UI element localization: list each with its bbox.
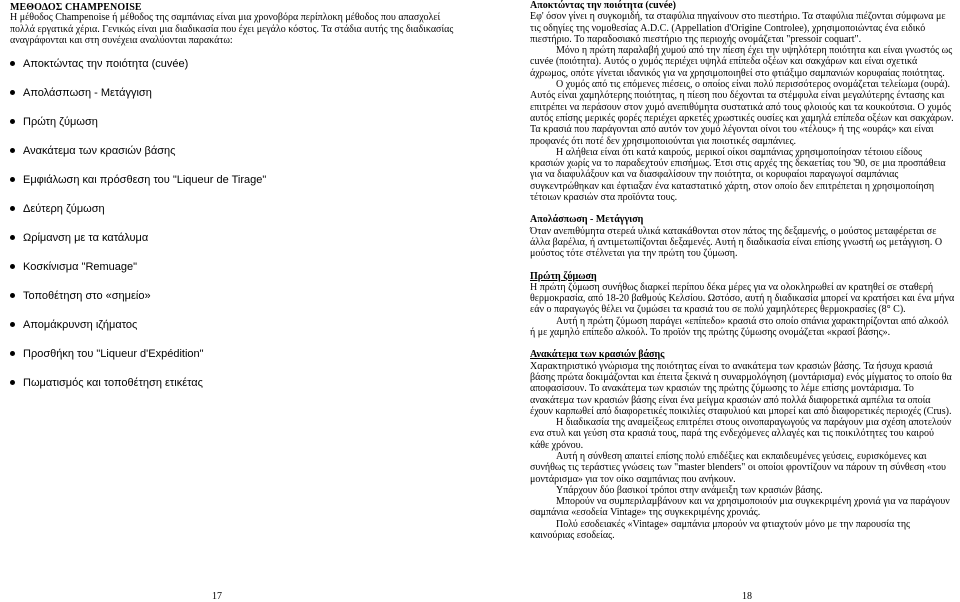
- left-page: [0, 0, 480, 601]
- bullet-icon: [10, 235, 15, 240]
- step-item: [10, 203, 105, 215]
- step-label: Απολάσπωση - Μετάγγιση: [23, 87, 152, 99]
- paragraph: Εφ' όσον γίνει η συγκομιδή, τα σταφύλια πηγαίνουν στο πιεστήριο. Τα σταφύλια πιέζονται σύμφωνα με τις οδηγίες της νομοθεσίας A.D.C. (Appellation d'Origine Controlee), χρησιμοποιώντας ένα ειδικό πιεστήριο. Το παραδοσιακό πιεστήριο της περιοχής ονομάζεται "pressoir coquart".: [530, 11, 946, 45]
- step-label: Δεύτερη ζύμωση: [23, 203, 105, 215]
- paragraph: Μπορούν να συμπεριλαμβάνουν και να χρησιμοποιούν μια συγκεκριμένη χρονιά για να παράγουν σαμπάνια «εσοδεία Vintage» της συγκεκριμένης χρονιάς.: [530, 496, 950, 519]
- paragraph: Υπάρχουν δύο βασικοί τρόποι στην ανάμειξη των κρασιών βάσης.: [556, 484, 823, 496]
- paragraph: Αυτή η πρώτη ζύμωση παράγει «επίπεδο» κρασιά στο οποίο σπάνια χαρακτηρίζονται από αλκοόλ ή με χαμηλό επίπεδο αλκοόλ. Το προϊόν της πρώτης ζύμωσης ονομάζεται «κρασί βάσης».: [530, 315, 949, 339]
- paragraph: Η αλήθεια είναι ότι κατά καιρούς, μερικοί οίκοι σαμπάνιας χρησιμοποίησαν τέτοιου είδους κρασιών χωρίς να το παραδεχτούν επισήμως. Έτσι στις αρχές της δεκαετίας του '90, σε μια προσπάθεια για να διαφυλάξουν και να διασφαλίσουν την ποιότητα, οι κορυφαίοι παραγωγοί σαμπάνιας συγκεντρώθηκαν και έφτιαξαν ένα καταστατικό χάρτη, στον οποίο δεν επιτρέπεται η χρησιμοποίηση τέτοιων κρασιών στα προϊόντα τους.: [530, 146, 946, 204]
- bullet-icon: [10, 293, 15, 298]
- paragraph: Μόνο η πρώτη παραλαβή χυμού από την πίεση έχει την υψηλότερη ποιότητα και είναι γνωστός ως cuvée (ποιότητα). Αυτός ο χυμός περιέχει υψηλά επίπεδα οξέων και σακχάρων και είναι σχετικά άχρωμος, οπότε γίνεται ιδανικός για να χρησιμοποιηθεί στο φτιάξιμο σαμπανιών κορυφαίας ποιότητας.: [530, 45, 953, 79]
- bullet-icon: [10, 90, 15, 95]
- step-label: Απομάκρυνση ιζήματος: [23, 319, 138, 331]
- step-item: [10, 290, 151, 302]
- paragraph: Όταν ανεπιθύμητα στερεά υλικά κατακάθονται στον πάτος της δεξαμενής, ο μούστος μεταφέρεται σε άλλα βαρέλια, ή αντιμετωπίζονται δεξαμενές. Αυτή η διαδικασία είναι επίσης γνωστή ως μετάγγιση. Ο μούστος τότε στέλνεται για την πρώτη του ζύμωση.: [530, 225, 943, 260]
- step-item: [10, 87, 152, 99]
- step-label: Κοσκίνισμα "Remuage": [23, 261, 138, 273]
- bullet-icon: [10, 206, 15, 211]
- bullet-icon: [10, 380, 15, 385]
- bullet-icon: [10, 177, 15, 182]
- step-label: Πωματισμός και τοποθέτηση ετικέτας: [23, 377, 203, 389]
- step-item: [10, 348, 204, 360]
- section-heading: Απολάσπωση - Μετάγγιση: [530, 214, 644, 226]
- bullet-icon: [10, 351, 15, 356]
- paragraph: Ο χυμός από τις επόμενες πιέσεις, ο οποίος είναι πολύ περισσότερος ονομάζεται τελείωμα (ουρά). Αυτός είναι χαμηλότερης ποιότητας, η πίεση που δέχονται τα στέμφυλα είναι μεγαλύτερης έντασης και επιτρέπει να περάσουν στον χυμό ανεπιθύμητα συστατικά από τους φλοιούς και τα κουκούτσια. Ο χυμός αυτός επίσης μερικές φορές περιέχει αρκετές χρωστικές ουσίες και χαμηλά επίπεδα οξέων και σακχάρων. Τα κρασιά που παράγονται από αυτόν τον χυμό λέγονται οίνοι του «τέλους» ή της «ουράς» και είναι προφανές ότι ποτέ δεν χρησιμοποιούνται για ποιοτικές σαμπάνιες.: [530, 79, 954, 147]
- step-label: Ανακάτεμα των κρασιών βάσης: [23, 145, 176, 157]
- paragraph: Πολύ εσοδειακές «Vintage» σαμπάνια μπορούν να φτιαχτούν μόνο με την παρουσία της καινούριας εσοδείας.: [530, 518, 911, 542]
- bullet-icon: [10, 264, 15, 269]
- paragraph: Η πρώτη ζύμωση συνήθως διαρκεί περίπου δέκα μέρες για να ολοκληρωθεί αν κρατηθεί σε σταθερή θερμοκρασία, από 18-20 βαθμούς Κελσίου. Ωστόσο, αυτή η διαδικασία μπορεί να κρατήσει και ένα μήνα εάν ο παραγωγός θέλει να ζυμώσει τα κρασιά του σε πολύ χαμηλότερες θερμοκρασίες (8° C).: [530, 281, 955, 316]
- paragraph: Αυτή η σύνθεση απαιτεί επίσης πολύ επιδέξιες και εκπαιδευμένες γεύσεις, ευρισκόμενες και συνήθως τις τεράστιες γνώσεις των "master blenders" οι οποίοι φροντίζουν να πάρουν τη σύνθεση «του μοντάρισμα» για τον οίκο σαμπάνιας που ανήκουν.: [530, 450, 946, 485]
- step-label: Ωρίμανση με τα κατάλυμα: [23, 232, 149, 244]
- section-heading: Αποκτώντας την ποιότητα (cuvée): [530, 0, 676, 11]
- page-number: 18: [742, 591, 752, 602]
- step-item: [10, 377, 203, 389]
- paragraph: Χαρακτηριστικό γνώρισμα της ποιότητας είναι το ανακάτεμα των κρασιών βάσης. Τα ήσυχα κρασιά βάσης πρώτα δοκιμάζονται και έπειτα ξεκινά η συναρμολόγηση (μοντάρισμα) ενός μίγματος το οποίο θα αποφασίσουν. Το ανακάτεμα των κρασιών της πρώτης ζύμωσης το λέμε επίσης μοντάρισμα. Το ανακάτεμα των κρασιών βάσης είναι ένα μείγμα κρασιών από πολλά διαφορετικά αμπέλια τα οποία έχουν καρπωθεί από διαφορετικές ποικιλίες σταφυλιού και μπορεί και από διαφορετικές περιοχές (Crus).: [530, 360, 952, 417]
- step-label: Εμφιάλωση και πρόσθεση του "Liqueur de Tirage": [23, 174, 267, 186]
- section-heading: Πρώτη ζύμωση: [530, 270, 597, 282]
- section-heading: Ανακάτεμα των κρασιών βάσης: [530, 349, 665, 361]
- right-page: [480, 0, 960, 601]
- intro-title: ΜΕΘΟΔΟΣ CHAMPENOISE: [10, 2, 142, 13]
- page-number: 17: [212, 591, 222, 602]
- step-item: [10, 174, 266, 186]
- step-item: [10, 261, 137, 273]
- step-label: Πρώτη ζύμωση: [23, 116, 98, 128]
- intro-text: Η μέθοδος Champenoise ή μέθοδος της σαμπάνιας είναι μια χρονοβόρα περίπλοκη μέθοδος που απασχολεί πολλά εργατικά χέρια. Γενικώς είναι μια διαδικασία που έχει μεγάλο κόστος. Τα στάδια αυτής της διαδικασίας αναγράφονται και στη συνέχεια αναλύονται παρακάτω:: [10, 12, 454, 46]
- step-item: [10, 116, 98, 128]
- step-item: [10, 319, 137, 331]
- paragraph: Η διαδικασία της αναμείξεως επιτρέπει στους οινοπαραγωγούς να παράγουν μια σχέση αποτελούν ενα στυλ και γεύση στα κρασιά τους, παρά της ενδεχόμενες αλλαγές και τις ποικιλότητες του καιρού κάθε χρόνου.: [530, 417, 952, 451]
- bullet-icon: [10, 148, 15, 153]
- bullet-icon: [10, 61, 15, 66]
- step-item: [10, 58, 188, 70]
- bullet-icon: [10, 322, 15, 327]
- right-page-content: [530, 0, 955, 541]
- step-label: Αποκτώντας την ποιότητα (cuvée): [23, 58, 189, 70]
- bullet-icon: [10, 119, 15, 124]
- step-label: Προσθήκη του "Liqueur d'Expédition": [23, 348, 204, 360]
- step-item: [10, 145, 175, 157]
- step-label: Τοποθέτηση στο «σημείο»: [23, 290, 151, 302]
- step-item: [10, 232, 148, 244]
